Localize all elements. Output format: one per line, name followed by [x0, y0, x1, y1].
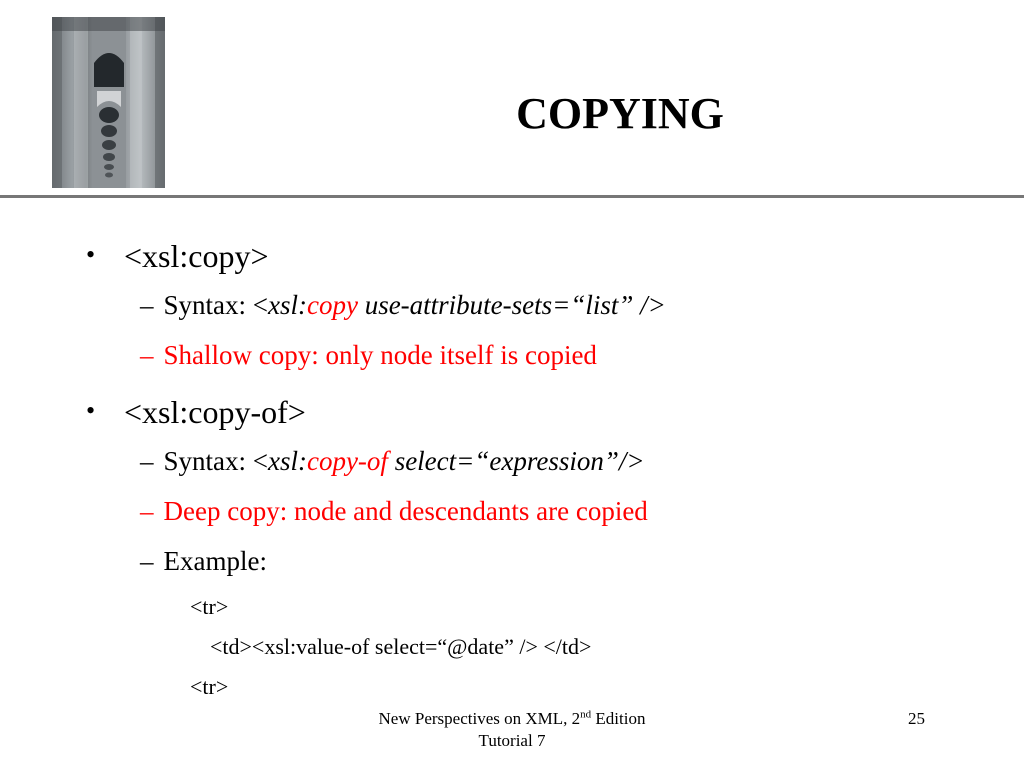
dash-marker: – — [140, 446, 154, 476]
syntax-element-name: copy — [306, 290, 358, 320]
bullet-marker: • — [86, 396, 96, 425]
sub-item-copy-syntax — [140, 292, 666, 319]
example-label: Example: — [163, 546, 267, 576]
bullet-xsl-copy-of: <xsl:copy-of> — [124, 394, 306, 430]
deep-copy-text: Deep copy: node and descendants are copied — [163, 496, 648, 526]
footer-superscript: nd — [580, 708, 592, 721]
code-line: <tr> — [190, 674, 229, 699]
code-line: <tr> — [190, 594, 229, 619]
title-divider — [0, 195, 1024, 198]
syntax-namespace: xsl: — [267, 446, 307, 476]
syntax-prefix: Syntax: < — [163, 446, 268, 476]
bullet-xsl-copy: <xsl:copy> — [124, 238, 269, 274]
code-line: <td><xsl:value-of select=“@date” /> </td> — [210, 634, 592, 659]
footer-book-title — [300, 708, 724, 730]
footer-book-name: New Perspectives on XML, 2 — [378, 709, 581, 728]
bridge-photo — [52, 17, 165, 188]
syntax-attributes: use-attribute-sets=“list” /> — [357, 290, 666, 320]
shallow-copy-text: Shallow copy: only node itself is copied — [163, 340, 597, 370]
dash-marker: – — [140, 340, 154, 370]
bullet-marker: • — [86, 240, 96, 269]
bridge-arches-image — [52, 17, 165, 188]
dash-marker: – — [140, 496, 154, 526]
dash-marker: – — [140, 546, 154, 576]
footer-tutorial: Tutorial 7 — [478, 731, 546, 750]
sub-item-copy-of-syntax — [140, 448, 645, 475]
sub-item-example — [140, 548, 267, 575]
syntax-element-name: copy-of — [306, 446, 388, 476]
dash-marker: – — [140, 290, 154, 320]
syntax-namespace: xsl: — [267, 290, 307, 320]
syntax-prefix: Syntax: < — [163, 290, 268, 320]
slide-title: COPYING — [516, 89, 724, 138]
footer-edition: Edition — [591, 709, 646, 728]
slide-footer — [300, 708, 724, 752]
sub-item-shallow-copy — [140, 342, 597, 369]
syntax-attributes: select=“expression”/> — [387, 446, 645, 476]
sub-item-deep-copy — [140, 498, 648, 525]
page-number: 25 — [908, 709, 925, 728]
